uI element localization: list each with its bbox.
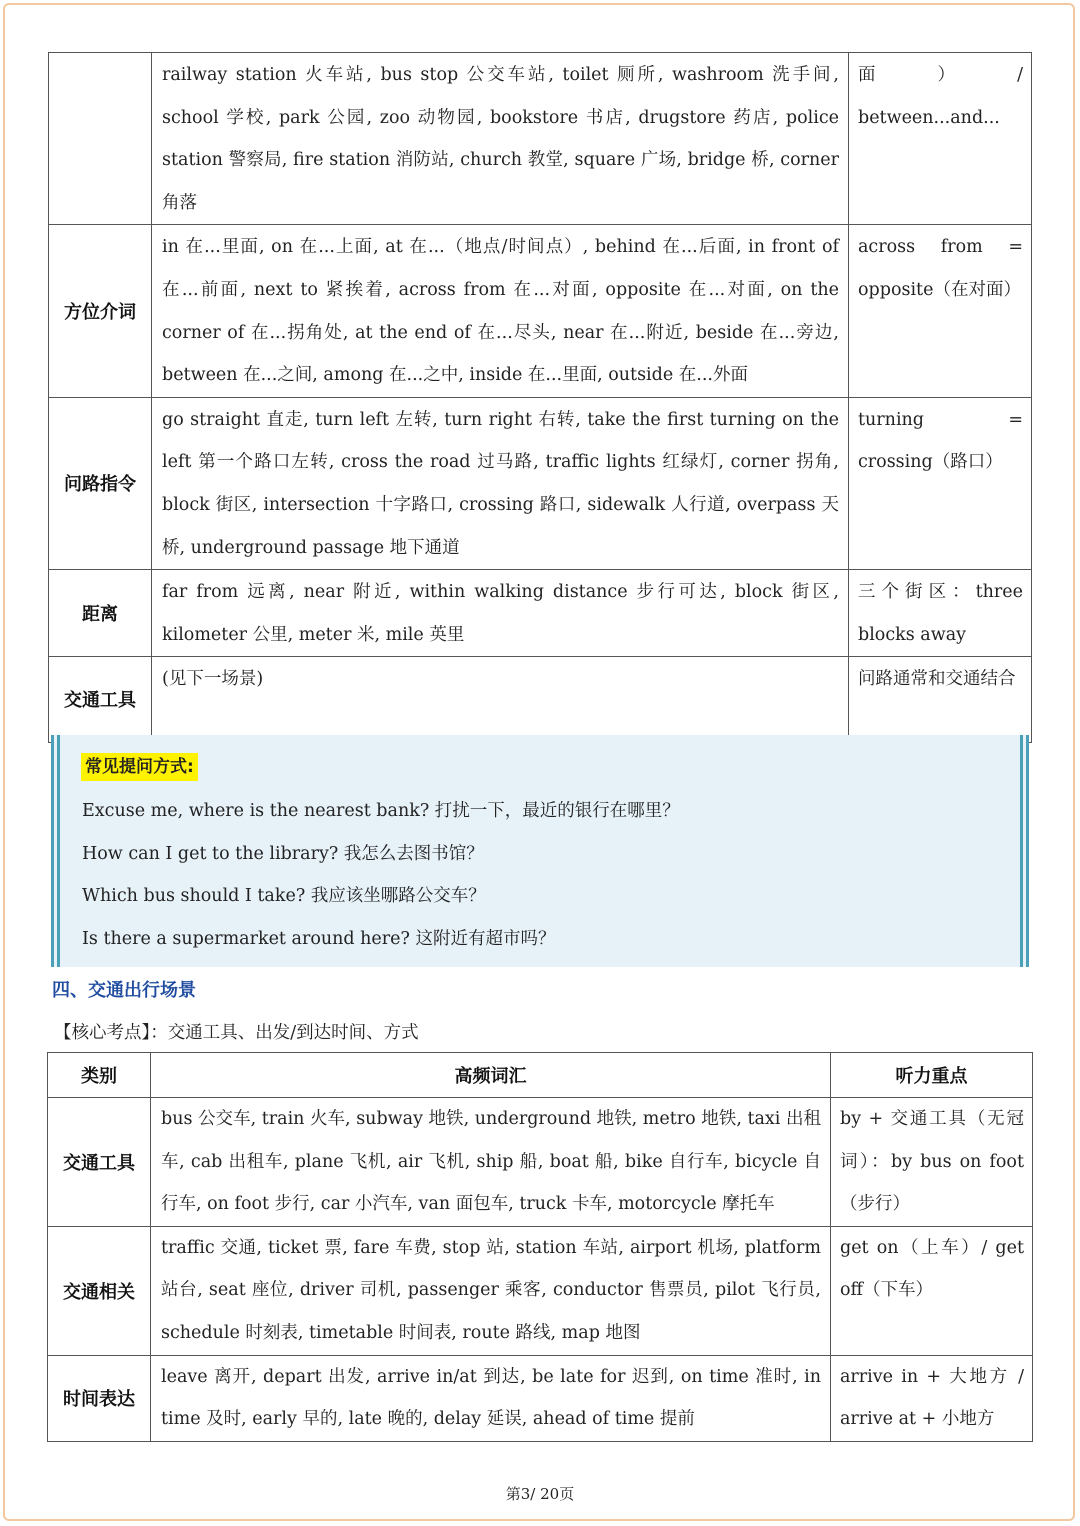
column-header: 高频词汇 [151, 1053, 831, 1098]
table-row [49, 397, 1032, 569]
category-cell: 问路指令 [49, 397, 152, 569]
note-cell: turning = crossing（路口） [849, 397, 1032, 569]
table-row [48, 1098, 1033, 1227]
vocab-cell: leave 离开, depart 出发, arrive in/at 到达, be late for 迟到, on time 准时, in time 及时, early 早的, late 晚的, delay 延误, ahead of time 提前 [151, 1355, 831, 1441]
note-cell: 三个街区：three blocks away [849, 570, 1032, 657]
vocab-cell: go straight 直走, turn left 左转, turn right 右转, take the first turning on the left 第一个路口左转, cross the road 过马路, traffic lights 红绿灯, corner 拐角, block 街区, intersection 十字路口, crossing 路口, sidewalk 人行道, overpass 天桥, underground passage 地下通道 [152, 397, 849, 569]
category-cell: 交通相关 [48, 1226, 151, 1355]
vocab-cell: bus 公交车, train 火车, subway 地铁, underground 地铁, metro 地铁, taxi 出租车, cab 出租车, plane 飞机, air 飞机, ship 船, boat 船, bike 自行车, bicycle 自行车, on foot 步行, car 小汽车, van 面包车, truck 卡车, motorcycle 摩托车 [151, 1098, 831, 1227]
vocab-cell: (见下一场景) [152, 657, 849, 743]
note-cell: 问路通常和交通结合 [849, 657, 1032, 743]
column-header: 类别 [48, 1053, 151, 1098]
category-cell [49, 53, 152, 225]
table-row [49, 657, 1032, 743]
page-number: 第3/ 20页 [505, 1485, 575, 1503]
column-header: 听力重点 [831, 1053, 1033, 1098]
callout-bar-right-inner [1020, 735, 1023, 967]
category-cell: 方位介词 [49, 225, 152, 397]
note-cell: 面）/ between...and... [849, 53, 1032, 225]
table-row [49, 570, 1032, 657]
callout-title: 常见提问方式: [81, 753, 198, 781]
vocab-table-transport [47, 1052, 1033, 1442]
question-line: Excuse me, where is the nearest bank? 打扰一下，最近的银行在哪里？ [82, 801, 680, 821]
vocab-cell: far from 远离, near 附近, within walking distance 步行可达, block 街区, kilometer 公里, meter 米, mile 英里 [152, 570, 849, 657]
common-questions-box [51, 735, 1029, 967]
callout-bar-left [51, 735, 54, 967]
callout-bar-right [1026, 735, 1029, 967]
callout-bar-left-inner [57, 735, 60, 967]
note-cell: get on（上车）/ get off（下车） [831, 1226, 1033, 1355]
category-cell: 时间表达 [48, 1355, 151, 1441]
table-row [48, 1355, 1033, 1441]
core-points: 【核心考点】：交通工具、出发/到达时间、方式 [54, 1023, 419, 1043]
table-header-row [48, 1053, 1033, 1098]
table-row [48, 1226, 1033, 1355]
question-line: Which bus should I take? 我应该坐哪路公交车？ [82, 886, 486, 906]
note-cell: by + 交通工具（无冠词）：by bus on foot（步行） [831, 1098, 1033, 1227]
section-title: 四、交通出行场景 [52, 980, 196, 1001]
question-line: How can I get to the library? 我怎么去图书馆？ [82, 844, 484, 864]
category-cell: 交通工具 [48, 1098, 151, 1227]
note-cell: across from = opposite（在对面） [849, 225, 1032, 397]
note-cell: arrive in + 大地方 / arrive at + 小地方 [831, 1355, 1033, 1441]
vocab-table-directions [48, 52, 1032, 743]
question-line: Is there a supermarket around here? 这附近有超市吗？ [82, 929, 556, 949]
vocab-cell: in 在...里面, on 在...上面, at 在...（地点/时间点）, behind 在...后面, in front of 在...前面, next to 紧挨着, across from 在...对面, opposite 在...对面, on the corner of 在...拐角处, at the end of 在...尽头, near 在...附近, beside 在...旁边, between 在...之间, among 在...之中, inside 在...里面, outside 在...外面 [152, 225, 849, 397]
category-cell: 距离 [49, 570, 152, 657]
table-row [49, 225, 1032, 397]
vocab-cell: railway station 火车站, bus stop 公交车站, toilet 厕所, washroom 洗手间, school 学校, park 公园, zoo 动物园, bookstore 书店, drugstore 药店, police station 警察局, fire station 消防站, church 教堂, square 广场, bridge 桥, corner 角落 [152, 53, 849, 225]
vocab-cell: traffic 交通, ticket 票, fare 车费, stop 站, station 车站, airport 机场, platform 站台, seat 座位, driver 司机, passenger 乘客, conductor 售票员, pilot 飞行员, schedule 时刻表, timetable 时间表, route 路线, map 地图 [151, 1226, 831, 1355]
table-row [49, 53, 1032, 225]
category-cell: 交通工具 [49, 657, 152, 743]
